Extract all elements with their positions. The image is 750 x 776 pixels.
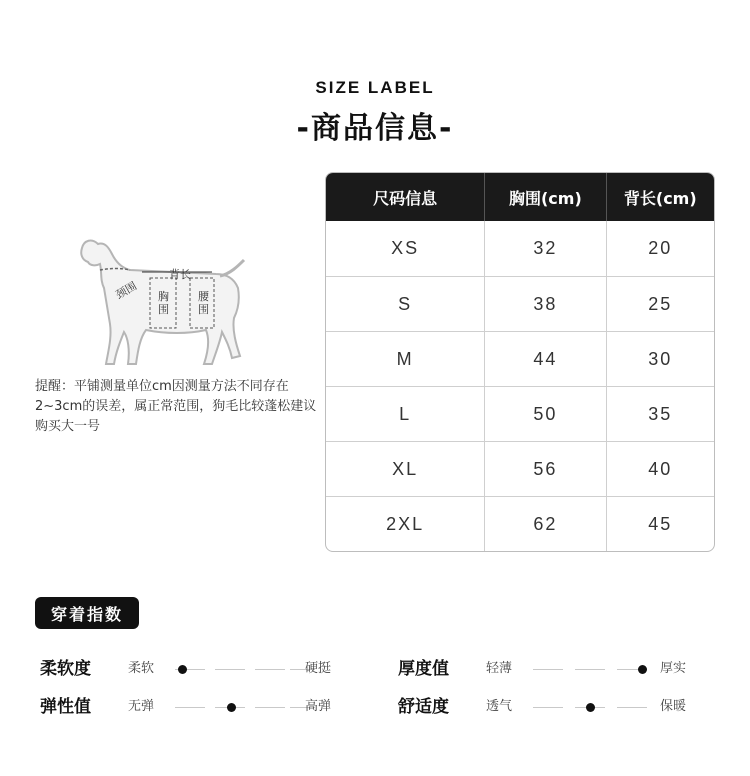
elasticity-scale — [40, 695, 340, 719]
table-row — [326, 441, 714, 496]
scale-track — [175, 669, 315, 670]
wear-index-badge: 穿着指数 — [35, 597, 139, 629]
cell-chest: 44 — [484, 332, 605, 386]
cell-chest: 50 — [484, 387, 605, 441]
cell-back: 30 — [606, 332, 714, 386]
cell-back: 45 — [606, 497, 714, 551]
scale-label: 厚度值 — [398, 659, 449, 679]
dog-label-neck: 颈围 — [113, 279, 140, 302]
comfort-scale — [398, 695, 708, 719]
scale-low-label: 柔软 — [128, 661, 155, 676]
cell-size: L — [399, 403, 412, 424]
cell-chest: 56 — [484, 442, 605, 496]
scale-level-dot — [227, 703, 236, 712]
cell-size: S — [398, 293, 413, 314]
scale-track — [175, 707, 315, 708]
scale-high-label: 高弹 — [305, 699, 332, 714]
scale-level-dot — [178, 665, 187, 674]
dog-measurement-illustration — [70, 230, 260, 380]
dog-label-waist: 腰围 — [198, 290, 209, 316]
scale-level-dot — [638, 665, 647, 674]
measurement-note: 提醒：平铺测量单位cm因测量方法不同存在2~3cm的误差，属正常范围，狗毛比较蓬松建议购买大一号 — [35, 379, 317, 434]
header-back: 背长(cm) — [606, 173, 714, 221]
dog-label-chest: 胸围 — [158, 290, 169, 316]
table-row — [326, 221, 714, 276]
scale-track — [533, 669, 648, 670]
table-row — [326, 276, 714, 331]
cell-size: XS — [391, 238, 420, 258]
scale-high-label: 厚实 — [660, 661, 687, 676]
cell-chest: 62 — [484, 497, 605, 551]
table-row — [326, 386, 714, 441]
scale-low-label: 无弹 — [128, 699, 155, 714]
table-row — [326, 496, 714, 551]
scale-high-label: 硬挺 — [305, 661, 332, 676]
cell-size: XL — [392, 458, 419, 479]
dog-label-back: 背长 — [169, 268, 191, 281]
scale-track — [533, 707, 648, 708]
softness-scale — [40, 657, 340, 681]
cell-size: 2XL — [386, 513, 425, 534]
thickness-scale — [398, 657, 708, 681]
scale-low-label: 轻薄 — [486, 661, 513, 676]
scale-high-label: 保暖 — [660, 699, 687, 714]
scale-level-dot — [586, 703, 595, 712]
scale-label: 柔软度 — [40, 659, 91, 679]
size-table-header — [326, 173, 714, 221]
cell-chest: 38 — [484, 277, 605, 331]
scale-label: 舒适度 — [398, 697, 449, 717]
cell-size: M — [396, 348, 414, 369]
table-row — [326, 331, 714, 386]
cell-back: 25 — [606, 277, 714, 331]
header-size: 尺码信息 — [373, 188, 438, 208]
product-info-title: -商品信息- — [296, 111, 454, 146]
cell-chest: 32 — [484, 221, 605, 276]
cell-back: 35 — [606, 387, 714, 441]
size-table — [325, 172, 715, 552]
cell-back: 20 — [606, 221, 714, 276]
scale-low-label: 透气 — [486, 699, 513, 714]
size-label-heading: SIZE LABEL — [315, 78, 435, 97]
header-chest: 胸围(cm) — [484, 173, 605, 221]
size-table-body — [326, 221, 714, 551]
cell-back: 40 — [606, 442, 714, 496]
scale-label: 弹性值 — [40, 697, 91, 717]
